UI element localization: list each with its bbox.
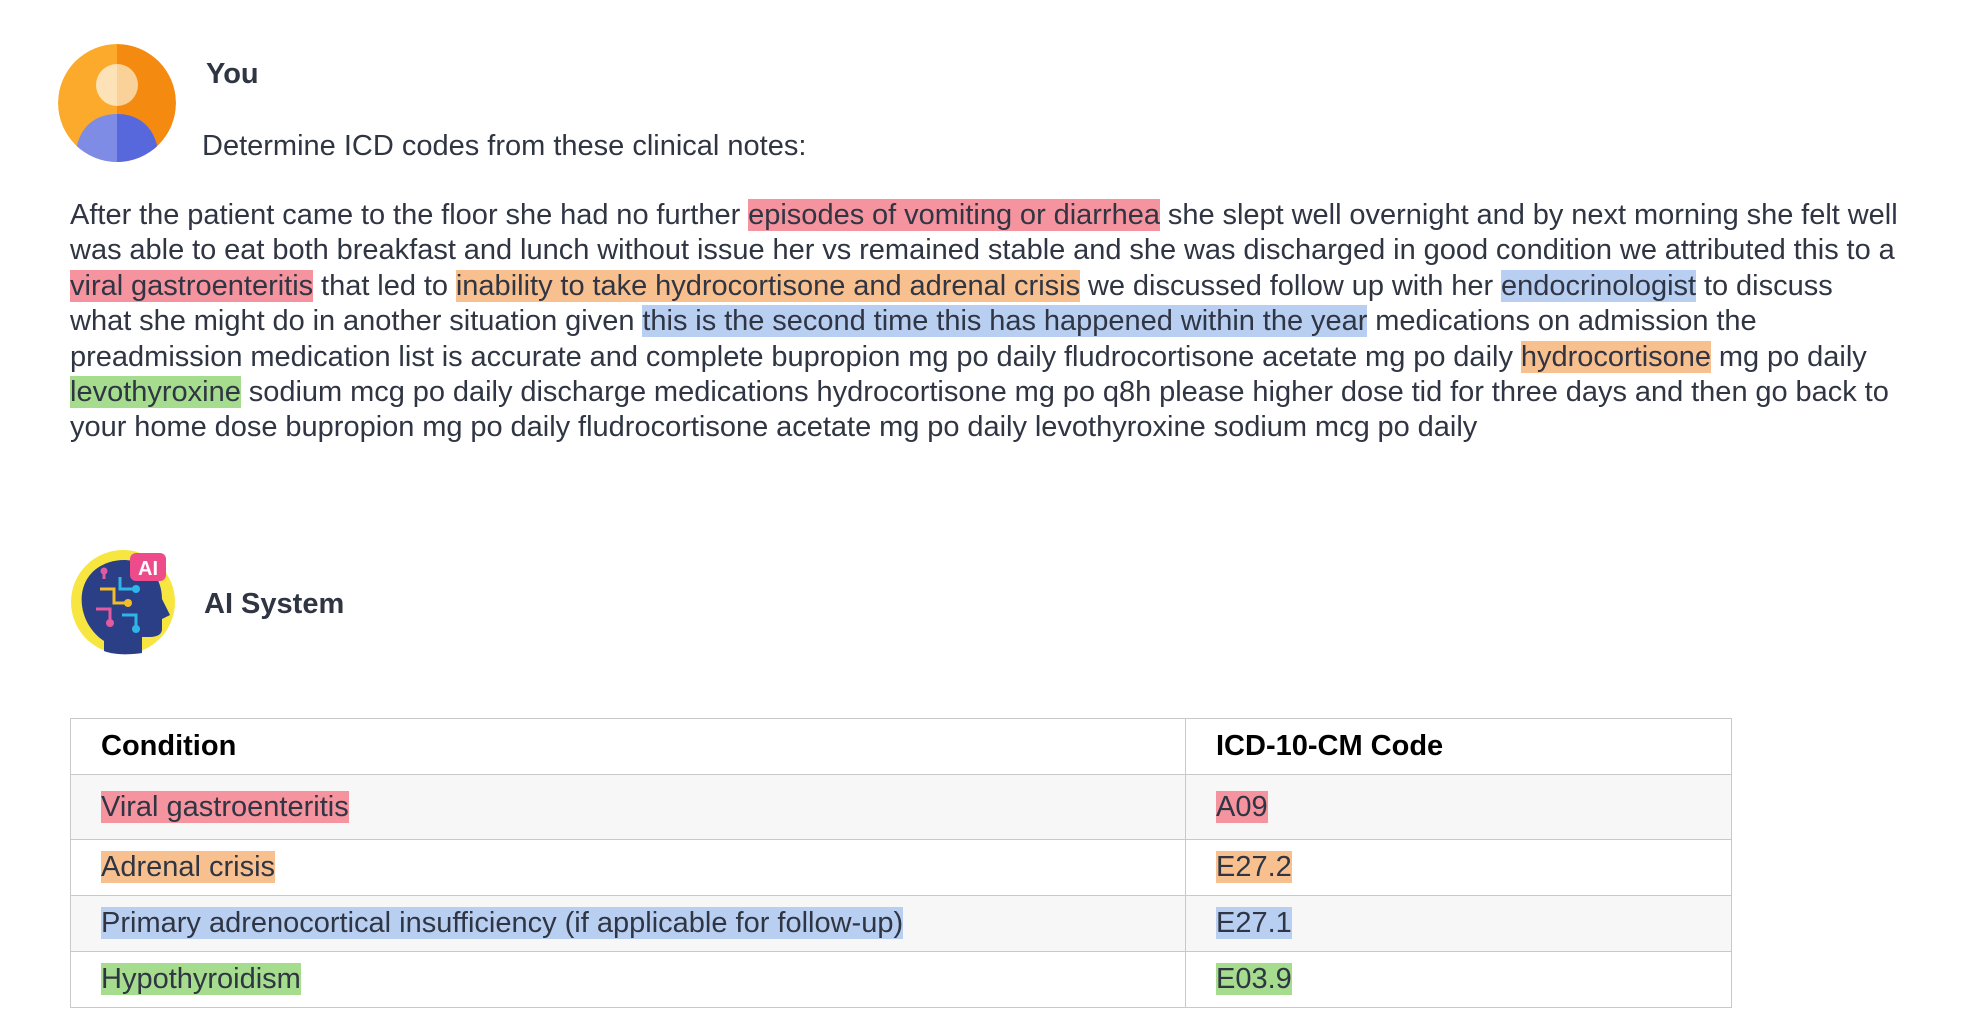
ai-name: AI System: [204, 588, 345, 620]
ai-badge: AI: [138, 558, 158, 580]
user-name: You: [206, 58, 259, 90]
ai-avatar-icon: [70, 549, 176, 655]
table-row: [71, 775, 1732, 840]
table-row: [71, 952, 1732, 1008]
note-segment: mg po daily: [1711, 340, 1867, 373]
highlight-levothyroxine: levothyroxine: [70, 376, 241, 409]
highlight-hydrocortisone: hydrocortisone: [1520, 340, 1712, 373]
note-segment: medications on admission the preadmission medication list is accurate and complete bupropion mg po daily fludrocortisone acetate mg po daily: [70, 305, 1757, 373]
code-cell: [1186, 896, 1732, 952]
highlight-adrenal-crisis: inability to take hydrocortisone and adrenal crisis: [455, 269, 1081, 302]
highlight-viral-gastroenteritis: viral gastroenteritis: [70, 269, 314, 302]
code-text: A09: [1216, 790, 1268, 823]
condition-text: Primary adrenocortical insufficiency (if applicable for follow-up): [101, 907, 904, 939]
code-cell: [1186, 775, 1732, 840]
note-segment: that led to: [313, 269, 456, 302]
condition-text: Hypothyroidism: [101, 963, 301, 995]
note-segment: she slept well overnight and by next morning she felt well was able to eat both breakfast and lunch without issue her vs remained stable and she was discharged in good condition we attributed this to a: [70, 199, 1898, 267]
user-prompt: Determine ICD codes from these clinical notes:: [202, 130, 807, 162]
header-icd-code: ICD-10-CM Code: [1186, 719, 1732, 775]
condition-cell: [71, 896, 1186, 952]
highlight-endocrinologist: endocrinologist: [1501, 269, 1697, 302]
code-text: E27.1: [1216, 907, 1292, 939]
code-cell: [1186, 952, 1732, 1008]
highlight-vomiting-diarrhea: episodes of vomiting or diarrhea: [748, 199, 1160, 231]
code-text: E03.9: [1216, 963, 1292, 995]
header-condition: Condition: [71, 719, 1186, 775]
code-text: E27.2: [1216, 851, 1292, 883]
code-cell: [1186, 840, 1732, 896]
table-row: [71, 896, 1732, 952]
condition-cell: [71, 840, 1186, 896]
note-segment: sodium mcg po daily discharge medications hydrocortisone mg po q8h please higher dose tid for three days and then go back to your home dose bupropion mg po daily fludrocortisone acetate mg po daily levothyroxine sodium mcg po daily: [70, 376, 1889, 444]
condition-cell: [71, 952, 1186, 1008]
table-header-row: [71, 719, 1732, 775]
icd-code-table: [70, 718, 1732, 1008]
user-avatar-icon: [58, 44, 176, 162]
clinical-notes: [70, 198, 1900, 446]
note-segment: we discussed follow up with her: [1080, 269, 1502, 302]
condition-text: Adrenal crisis: [101, 851, 276, 883]
table-row: [71, 840, 1732, 896]
note-segment: After the patient came to the floor she had no further: [70, 199, 749, 231]
condition-cell: [71, 775, 1186, 840]
highlight-second-time: this is the second time this has happened within the year: [642, 305, 1368, 338]
note-segment: to discuss what she might do in another situation given: [70, 269, 1833, 338]
condition-text: Viral gastroenteritis: [101, 790, 349, 823]
